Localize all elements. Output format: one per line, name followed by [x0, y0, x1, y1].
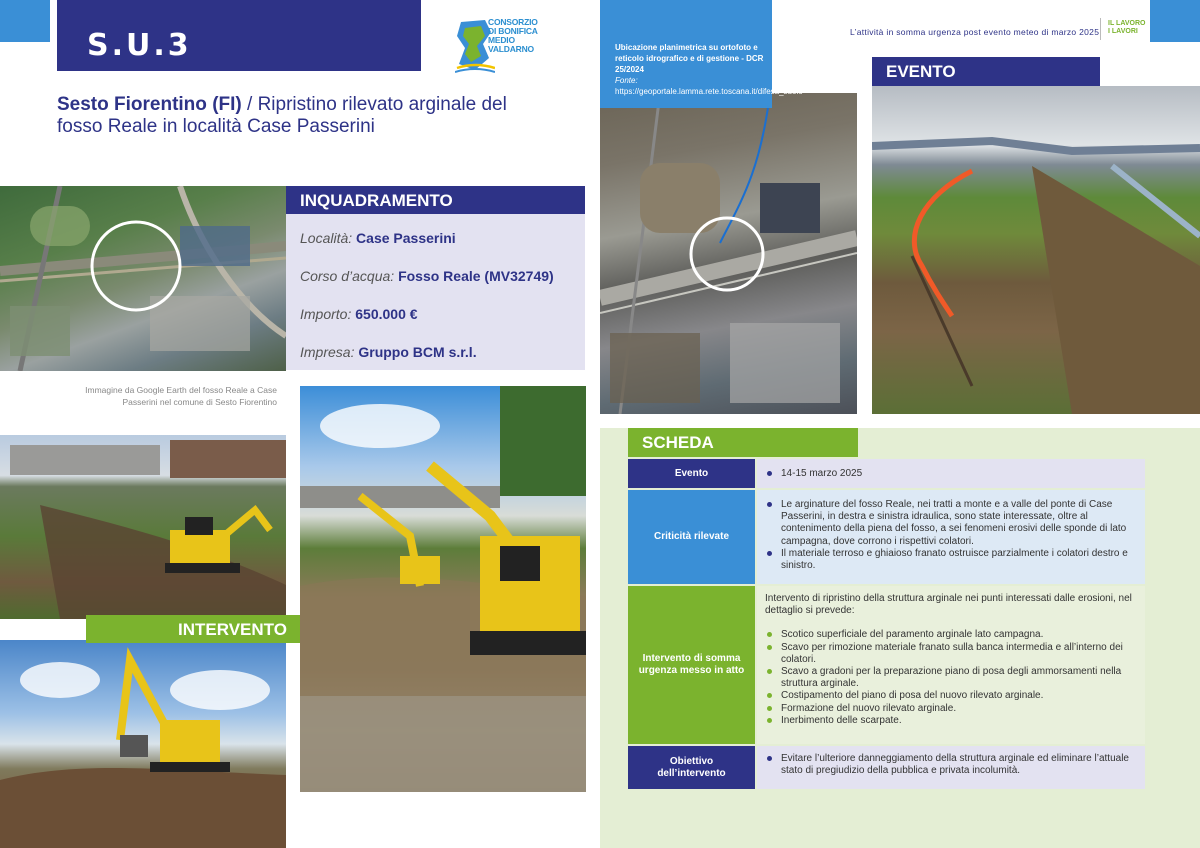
logo-line-1: CONSORZIO — [488, 17, 538, 27]
orthophoto-map — [600, 93, 857, 414]
row-label: Località: — [300, 230, 353, 246]
list-item: Scotico superficiale del paramento arginale lato campagna. — [765, 629, 1139, 641]
row-label-intervento: Intervento di somma urgenza messo in atto — [628, 586, 755, 744]
list-item: Scavo a gradoni per la preparazione piano di posa degli ammorsamenti nella struttura arginale. — [765, 666, 1139, 690]
list-item: Inerbimento delle scarpate. — [765, 715, 1139, 727]
header-brand-line-2: I LAVORI — [1108, 28, 1138, 35]
intervento-label-box — [86, 615, 316, 643]
evento-photo — [872, 86, 1200, 414]
page-title — [57, 94, 537, 138]
section-code-box — [57, 0, 421, 71]
evento-label: EVENTO — [886, 62, 956, 81]
top-color-band-left — [0, 0, 50, 42]
inquadramento-heading: INQUADRAMENTO — [300, 191, 453, 210]
row-content-evento — [757, 459, 1145, 488]
row-label-criticita: Criticità rilevate — [628, 490, 755, 584]
inquadramento-heading-box — [286, 186, 585, 214]
table-row-evento — [628, 459, 1145, 488]
row-value: Case Passerini — [356, 230, 456, 246]
ubicazione-box — [600, 0, 803, 108]
logo-wordmark — [488, 18, 538, 54]
header-brand — [1108, 20, 1145, 36]
title-place: Sesto Fiorentino — [57, 94, 207, 115]
inquadramento-row — [300, 230, 456, 246]
intervento-intro: Intervento di ripristino della struttura arginale nei punti interessati dalle erosioni, nel dettaglio si prevede: — [765, 593, 1132, 617]
consorzio-logo — [455, 18, 555, 74]
excavator-photo-1 — [0, 435, 286, 619]
excavator-photo-2 — [0, 640, 286, 848]
running-header: L’attività in somma urgenza post evento meteo di marzo 2025 — [850, 27, 1100, 37]
row-value: 650.000 € — [355, 306, 418, 322]
title-description: / Ripristino rilevato arginale del fosso Reale in località Case Passerini — [57, 94, 507, 137]
row-label: Importo: — [300, 306, 352, 322]
header-brand-line-1: IL LAVORO — [1108, 20, 1146, 27]
row-label-obiettivo: Obiettivo dell’intervento — [628, 746, 755, 789]
table-row-intervento — [628, 586, 1145, 744]
logo-line-2: DI BONIFICA — [488, 26, 538, 36]
inquadramento-row — [300, 306, 418, 322]
ubicazione-source-link[interactable]: https://geoportale.lamma.rete.toscana.it/difesa_suolo — [615, 87, 803, 96]
list-item: Il materiale terroso e ghiaioso franato ostruisce parzialmente i colatori destro e sinistro. — [765, 548, 1139, 572]
row-label-evento: Evento — [628, 459, 755, 488]
row-value: Gruppo BCM s.r.l. — [358, 344, 477, 360]
logo-line-4: VALDARNO — [488, 44, 534, 54]
list-item: Scavo per rimozione materiale franato sulla banca intermedia e all’interno dei colatori. — [765, 642, 1139, 666]
intervento-label: INTERVENTO — [178, 620, 287, 639]
ubicazione-text — [615, 42, 803, 97]
scheda-label-box — [628, 428, 858, 457]
table-row-obiettivo — [628, 746, 1145, 789]
inquadramento-panel — [286, 212, 585, 370]
list-item: Evitare l’ulteriore danneggiamento della struttura arginale ed eliminare l’attuale stato di pregiudizio della pubblica e privata incolumità. — [765, 753, 1139, 777]
ubicazione-title: Ubicazione planimetrica su ortofoto e reticolo idrografico e di gestione - DCR 25/2024 — [615, 43, 764, 74]
list-item: Costipamento del piano di posa del nuovo rilevato arginale. — [765, 690, 1139, 702]
excavator-photo-3 — [300, 386, 586, 792]
row-label: Corso d’acqua: — [300, 268, 395, 284]
logo-line-3: MEDIO — [488, 35, 515, 45]
row-content-obiettivo — [757, 746, 1145, 789]
row-label: Impresa: — [300, 344, 355, 360]
evento-label-box — [872, 57, 1100, 86]
aerial-caption: Immagine da Google Earth del fosso Reale a Case Passerini nel comune di Sesto Fiorentino — [85, 385, 277, 407]
title-province: (FI) — [212, 94, 242, 115]
list-item: Le arginature del fosso Reale, nei tratti a monte e a valle del ponte di Case Passerini, in destra e sinistra idraulica, sono state interessate, oltre al contenimento della piena del fosso, a sei fenomeni erosivi delle sponde di lato campagna, dove corrono i rispettivi colatori. — [765, 499, 1139, 548]
header-divider — [1100, 18, 1101, 40]
top-color-band-right — [1150, 0, 1200, 42]
list-item: 14-15 marzo 2025 — [765, 468, 1139, 480]
aerial-photo — [0, 186, 286, 371]
inquadramento-row — [300, 344, 477, 360]
table-row-criticita — [628, 490, 1145, 584]
row-value: Fosso Reale (MV32749) — [398, 268, 554, 284]
row-content-criticita — [757, 490, 1145, 584]
list-item: Formazione del nuovo rilevato arginale. — [765, 703, 1139, 715]
inquadramento-row — [300, 268, 554, 284]
ubicazione-source-label: Fonte: — [615, 76, 638, 85]
section-code: S.U.3 — [87, 28, 192, 63]
scheda-heading: SCHEDA — [642, 433, 714, 452]
row-content-intervento — [757, 586, 1145, 744]
